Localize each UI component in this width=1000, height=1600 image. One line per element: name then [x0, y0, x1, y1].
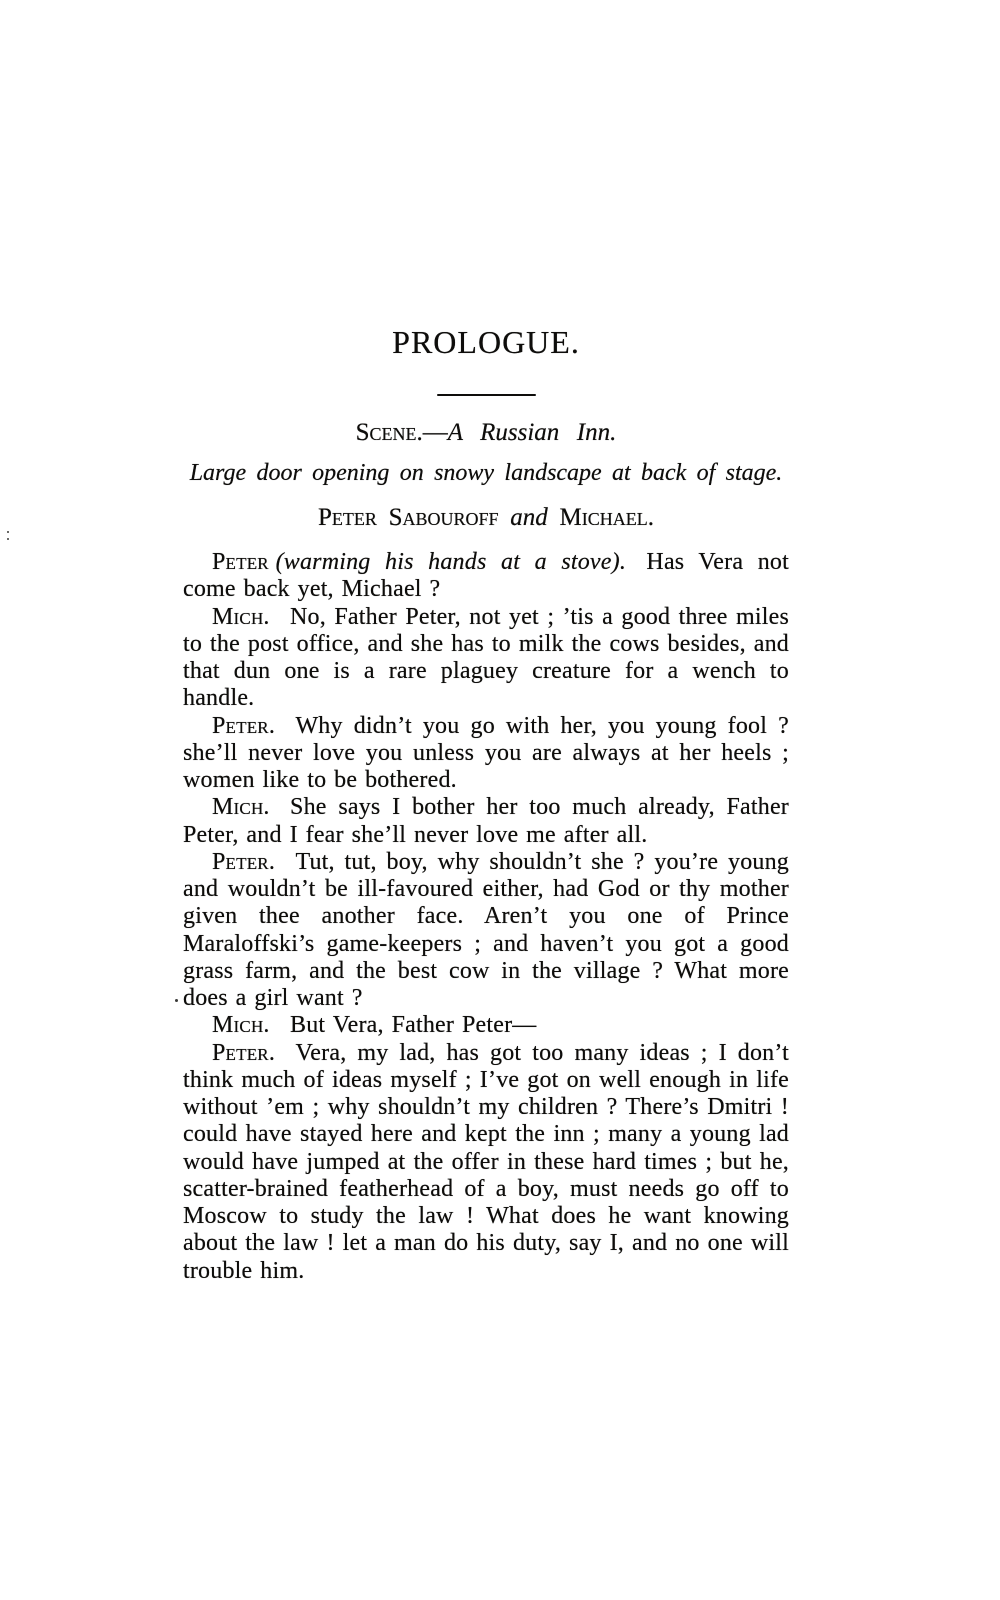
print-speckle	[7, 538, 9, 540]
dialogue-text: Vera, my lad, has got too many ideas ; I don’t think much of ideas myself ; I’ve got on well enough in life without ’em ; why shouldn’t my children ? There’s Dmitri ! could have stayed here and kept the inn ; many a young lad would have jumped at the offer in these hard times ; but he, scatter-brained featherhead of a boy, must needs go off to Moscow to study the law ! What does he want knowing about the law ! let a man do his duty, say I, and no one will trouble him.	[183, 1039, 789, 1284]
inline-stage-direction: (warming his hands at a stove).	[275, 549, 627, 575]
dialogue-text: Why didn’t you go with her, you young fool ? she’ll never love you unless you are always at her heels ; women like to be bothered.	[183, 712, 789, 793]
dialogue-text: She says I bother her too much already, Father Peter, and I fear she’ll never love me after all.	[183, 794, 789, 848]
character-name-second: Michael.	[559, 504, 655, 531]
title-divider-rule	[437, 394, 536, 396]
scene-dash: —	[422, 419, 448, 446]
characters-conjunction: and	[510, 504, 548, 531]
speaker-name: Peter.	[212, 1039, 276, 1066]
text-column	[183, 326, 789, 1285]
dialogue-paragraph	[183, 549, 789, 604]
dialogue-text: But Vera, Father Peter—	[290, 1012, 537, 1039]
scene-setting: A Russian Inn.	[447, 419, 617, 446]
dialogue-text: Has Vera not come back yet, Michael ?	[183, 549, 789, 603]
dialogue-paragraph	[183, 794, 789, 849]
characters-line	[183, 503, 789, 533]
speaker-name: Peter	[212, 549, 269, 575]
scene-heading	[183, 418, 789, 448]
page-title: PROLOGUE.	[392, 324, 580, 360]
dialogue-paragraph	[183, 1012, 789, 1039]
speaker-name: Mich.	[212, 794, 270, 821]
dialogue-text: No, Father Peter, not yet ; ’tis a good three miles to the post office, and she has to milk the cows besides, and that dun one is a rare plaguey creature for a wench to handle.	[183, 603, 789, 712]
dialogue-text: Tut, tut, boy, why shouldn’t she ? you’re young and wouldn’t be ill-favoured either, had God or thy mother given thee another face. Aren’t you one of Prince Maraloffski’s game-keepers ; and haven’t you got a good grass farm, and the best cow in the village ? What more does a girl want ?	[183, 848, 789, 1011]
character-name-first: Peter Sabouroff	[317, 504, 499, 531]
dialogue-paragraph	[183, 713, 789, 795]
speaker-name: Mich.	[212, 1012, 270, 1039]
dialogue-paragraph	[183, 1040, 789, 1285]
speaker-name: Peter.	[212, 712, 276, 739]
dialogue-paragraph	[183, 849, 789, 1013]
dialogue-paragraph	[183, 604, 789, 713]
stage-direction: Large door opening on snowy landscape at back of stage.	[189, 460, 783, 486]
print-speckle	[175, 999, 178, 1002]
speaker-name: Peter.	[212, 848, 276, 875]
print-speckle	[7, 531, 9, 533]
dialogue-block	[183, 549, 789, 1285]
scene-label: Scene.	[355, 419, 423, 446]
speaker-name: Mich.	[212, 603, 270, 630]
